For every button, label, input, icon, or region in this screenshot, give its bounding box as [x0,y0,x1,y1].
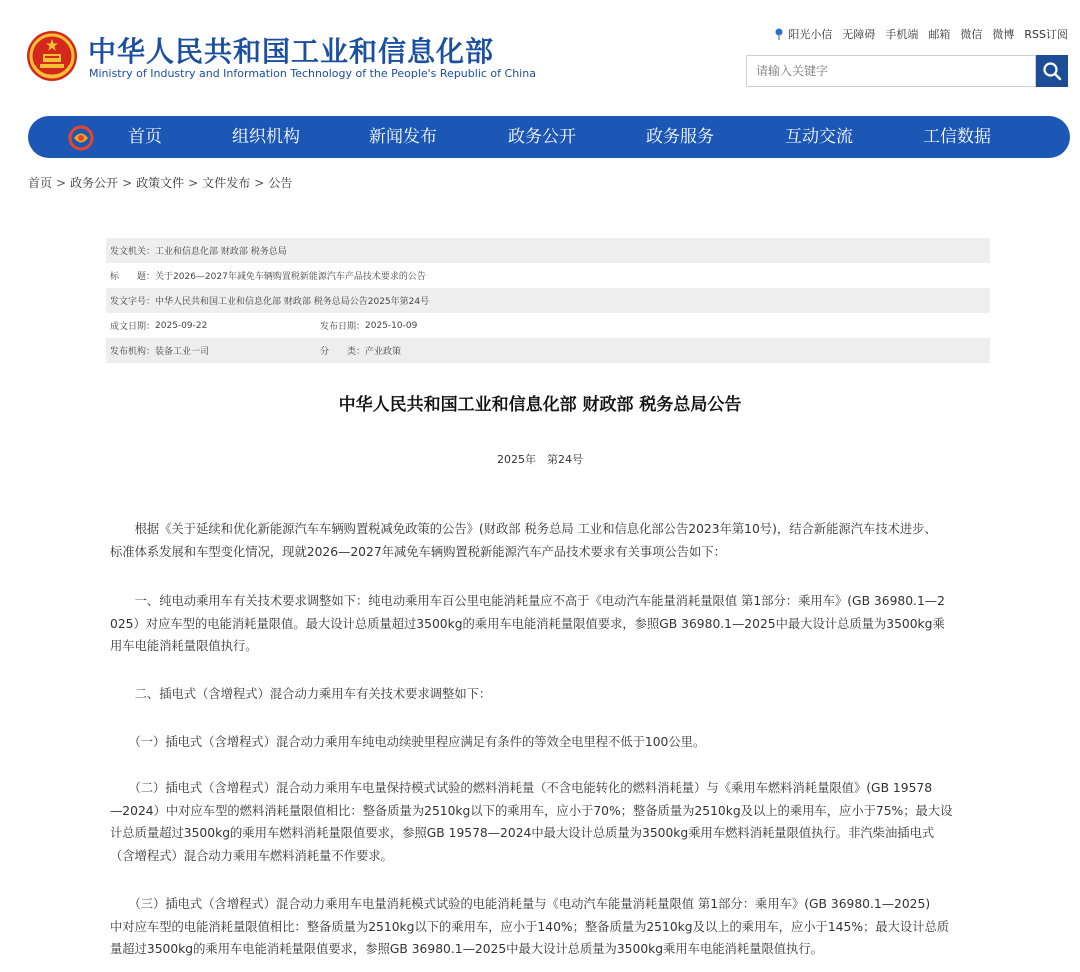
meta-value-issuer: 工业和信息化部 财政部 税务总局 [155,247,287,257]
nav-item-data[interactable]: 工信数据 [923,127,991,147]
top-link-label: 阳光小信 [788,28,833,41]
meta-row-dates [106,313,990,338]
top-link-wechat[interactable]: 微信 [960,28,983,41]
paragraph-line: （一）插电式（含增程式）混合动力乘用车纯电动续驶里程应满足有条件的等效全电里程不低于100公里。 [110,735,706,749]
search-input[interactable] [747,56,1035,86]
meta-row-title [106,263,990,288]
top-link-accessibility[interactable]: 无障碍 [842,28,876,41]
meta-value-publish-date: 2025-10-09 [365,320,418,331]
breadcrumb-home[interactable]: 首页 [28,176,53,190]
meta-cell-org [106,344,316,357]
top-link-mailbox[interactable]: 邮箱 [928,28,951,41]
meta-value-org: 装备工业一司 [155,347,210,357]
paragraph-line: 量超过3500kg的乘用车电能消耗量限值要求，参照GB 36980.1—2025中最大设计总质量为3500kg乘用车电能消耗量限值执行。 [110,942,823,956]
meta-row-issuer [106,238,990,263]
search-button[interactable] [1036,55,1068,87]
breadcrumb-announcement[interactable]: 公告 [268,176,293,190]
paragraph-line: 标准体系发展和车型变化情况，现就2026—2027年减免车辆购置税新能源汽车产品技术要求有关事项公告如下： [110,544,726,559]
article-paragraph [110,731,985,754]
search-box [746,55,1036,87]
search-icon [1042,61,1062,81]
document-meta-table [106,238,990,363]
article-paragraph [110,518,985,563]
site-header [0,0,1080,110]
paragraph-line: 一、纯电动乘用车有关技术要求调整如下：纯电动乘用车百公里电能消耗量应不高于《电动汽车能量消耗量限值 第1部分：乘用车》(GB 36980.1—2 [110,594,945,608]
paragraph-line: （三）插电式（含增程式）混合动力乘用车电量消耗模式试验的电能消耗量与《电动汽车能量消耗量限值 第1部分：乘用车》(GB 36980.1—2025) [110,897,931,911]
site-subtitle: Ministry of Industry and Information Technology of the People's Republic of China [89,67,536,80]
top-link-sunshine[interactable] [774,26,832,42]
nav-item-organization[interactable]: 组织机构 [232,127,300,147]
main-nav [28,116,1070,158]
paragraph-line: 根据《关于延续和优化新能源汽车车辆购置税减免政策的公告》(财政部 税务总局 工业和信息化部公告2023年第10号)，结合新能源汽车技术进步、 [110,522,937,536]
meta-label-title: 标 题： [110,272,156,282]
nav-item-interaction[interactable]: 互动交流 [785,127,853,147]
location-pin-icon [774,28,784,40]
article-number: 2025年 第24号 [497,453,583,466]
meta-value-category: 产业政策 [365,347,402,357]
top-link-rss[interactable]: RSS订阅 [1024,28,1068,41]
nav-item-news[interactable]: 新闻发布 [369,127,437,147]
meta-label-publish-date: 发布日期： [320,322,366,332]
article-title: 中华人民共和国工业和信息化部 财政部 税务总局公告 [338,395,742,415]
paragraph-line: 中对应车型的电能消耗量限值相比：整备质量为2510kg以下的乘用车，应小于140%；整备质量为2510kg及以上的乘用车，应小于145%；最大设计总质 [110,919,950,934]
meta-cell-category [316,344,401,357]
meta-cell-written-date [106,319,316,332]
breadcrumb-separator: > [122,176,133,190]
breadcrumb-document-release[interactable]: 文件发布 [202,176,251,190]
meta-label-doc-number: 发文字号： [110,297,156,307]
meta-row-org-category [106,338,990,363]
article-paragraph [110,683,985,706]
meta-value-written-date: 2025-09-22 [155,320,208,331]
breadcrumb-separator: > [254,176,265,190]
meta-value-doc-number: 中华人民共和国工业和信息化部 财政部 税务总局公告2025年第24号 [155,297,430,307]
paragraph-line: 计总质量超过3500kg的乘用车燃料消耗量限值要求，参照GB 19578—2024中最大设计总质量为3500kg乘用车燃料消耗量限值执行。非汽柴油插电式 [110,826,935,840]
article-paragraph [110,777,985,867]
meta-label-issuer: 发文机关： [110,247,156,257]
nav-item-government-affairs[interactable]: 政务公开 [508,127,576,147]
meta-label-org: 发布机构： [110,347,156,357]
paragraph-line: 用车电能消耗量限值执行。 [110,639,258,653]
article-paragraph [110,590,985,658]
top-link-mobile[interactable]: 手机端 [885,28,919,41]
meta-label-category: 分 类： [320,347,366,357]
nav-item-home[interactable]: 首页 [128,127,162,147]
breadcrumb-government-affairs[interactable]: 政务公开 [70,176,119,190]
meta-cell-publish-date [316,319,417,332]
miit-logo-icon [68,125,94,151]
meta-value-title: 关于2026—2027年减免车辆购置税新能源汽车产品技术要求的公告 [155,272,426,282]
paragraph-line: 二、插电式（含增程式）混合动力乘用车有关技术要求调整如下： [110,687,492,701]
paragraph-line: 025）对应车型的电能消耗量限值。最大设计总质量超过3500kg的乘用车电能消耗量限值要求，参照GB 36980.1—2025中最大设计总质量为3500kg乘 [110,616,945,631]
top-links [774,26,1068,42]
nav-item-services[interactable]: 政务服务 [646,127,714,147]
paragraph-line: （含增程式）混合动力乘用车燃料消耗量不作要求。 [110,848,393,863]
site-title: 中华人民共和国工业和信息化部 [88,35,495,68]
breadcrumb-separator: > [188,176,199,190]
top-link-weibo[interactable]: 微博 [992,28,1015,41]
meta-row-doc-number [106,288,990,313]
breadcrumb [28,174,292,191]
meta-label-written-date: 成文日期： [110,322,156,332]
breadcrumb-separator: > [56,176,67,190]
article-paragraph [110,893,985,961]
paragraph-line: （二）插电式（含增程式）混合动力乘用车电量保持模式试验的燃料消耗量（不含电能转化的燃料消耗量）与《乘用车燃料消耗量限值》(GB 19578 [110,781,933,795]
national-emblem-icon [26,30,78,82]
breadcrumb-policy-documents[interactable]: 政策文件 [136,176,185,190]
paragraph-line: —2024）中对应车型的燃料消耗量限值相比：整备质量为2510kg以下的乘用车，应小于70%；整备质量为2510kg及以上的乘用车，应小于75%；最大设 [110,803,953,818]
